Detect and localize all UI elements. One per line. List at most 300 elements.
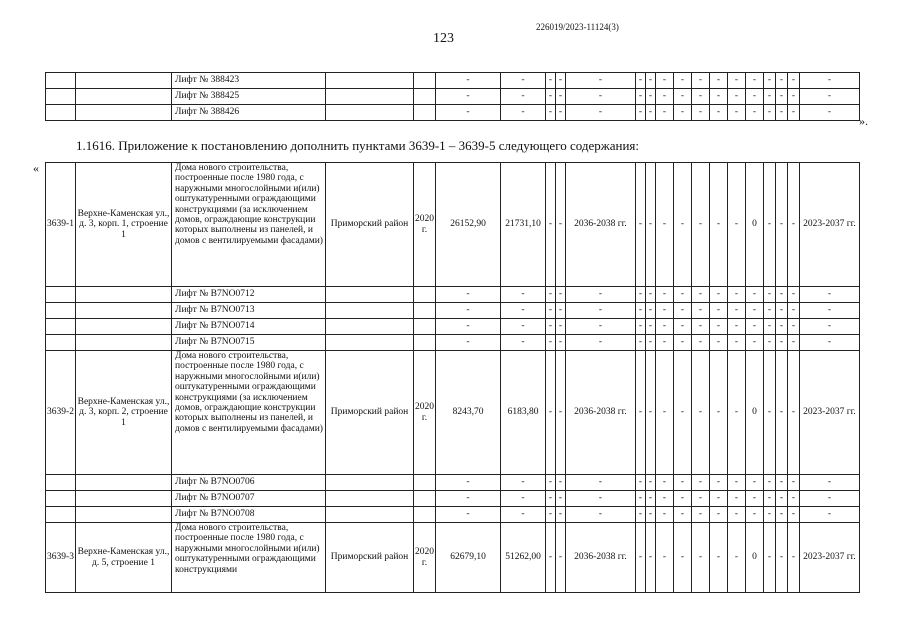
empty-cell: [76, 475, 172, 491]
dash-cell: -: [546, 163, 556, 287]
dash-cell: -: [646, 303, 656, 319]
dash-cell: -: [764, 105, 776, 121]
empty-cell: [414, 507, 436, 523]
empty-cell: [46, 319, 76, 335]
dash-cell: -: [800, 507, 860, 523]
dash-cell: -: [764, 351, 776, 475]
dash-cell: -: [546, 303, 556, 319]
empty-cell: [326, 507, 414, 523]
dash-cell: -: [566, 475, 636, 491]
lift-label: Лифт № В7NО0714: [172, 319, 326, 335]
dash-cell: -: [566, 319, 636, 335]
dash-cell: -: [764, 491, 776, 507]
dash-cell: -: [656, 507, 674, 523]
dash-cell: -: [692, 73, 710, 89]
dash-cell: -: [646, 287, 656, 303]
dash-cell: -: [764, 287, 776, 303]
dash-cell: -: [692, 163, 710, 287]
dash-cell: -: [788, 319, 800, 335]
lift-label: Лифт № 388426: [172, 105, 326, 121]
dash-cell: -: [764, 73, 776, 89]
dash-cell: -: [776, 73, 788, 89]
dash-cell: -: [436, 319, 501, 335]
dash-cell: -: [546, 491, 556, 507]
row-number: 3639-1: [46, 163, 76, 287]
period-cell: 2036-2038 гг.: [566, 163, 636, 287]
dash-cell: -: [674, 73, 692, 89]
dash-cell: -: [800, 475, 860, 491]
dash-cell: -: [636, 163, 646, 287]
description-cell: Дома нового строительства, построенные после 1980 года, с наружными многослойными и(или) оштукатуренными ограждающими конструкциями (за исключением домов, ограждающие конструкции которых выполнены из панелей, и домов с вентилируемыми фасадами): [172, 351, 326, 475]
dash-cell: -: [764, 163, 776, 287]
dash-cell: -: [776, 105, 788, 121]
area-living: 6183,80: [501, 351, 546, 475]
empty-cell: [76, 303, 172, 319]
area-total: 62679,10: [436, 523, 501, 593]
dash-cell: -: [728, 475, 746, 491]
empty-cell: [326, 89, 414, 105]
dash-cell: -: [636, 303, 646, 319]
dash-cell: -: [646, 105, 656, 121]
dash-cell: -: [546, 73, 556, 89]
area-living: 21731,10: [501, 163, 546, 287]
lift-row: [46, 105, 860, 121]
dash-cell: -: [788, 335, 800, 351]
dash-cell: -: [501, 475, 546, 491]
lift-row: [46, 491, 860, 507]
dash-cell: -: [656, 351, 674, 475]
lift-label: Лифт № 388423: [172, 73, 326, 89]
dash-cell: -: [501, 335, 546, 351]
dash-cell: -: [788, 73, 800, 89]
dash-cell: -: [656, 89, 674, 105]
dash-cell: -: [501, 89, 546, 105]
dash-cell: -: [788, 163, 800, 287]
year-cell: 2020 г.: [414, 163, 436, 287]
empty-cell: [326, 287, 414, 303]
empty-cell: [326, 475, 414, 491]
dash-cell: -: [566, 105, 636, 121]
lift-label: Лифт № В7NО0712: [172, 287, 326, 303]
dash-cell: -: [764, 523, 776, 593]
dash-cell: -: [764, 319, 776, 335]
empty-cell: [326, 491, 414, 507]
dash-cell: -: [692, 335, 710, 351]
dash-cell: -: [566, 73, 636, 89]
period-cell: 2023-2037 гг.: [800, 351, 860, 475]
dash-cell: -: [746, 89, 764, 105]
year-cell: 2020 г.: [414, 351, 436, 475]
empty-cell: [414, 319, 436, 335]
dash-cell: -: [710, 507, 728, 523]
dash-cell: -: [546, 351, 556, 475]
dash-cell: -: [692, 491, 710, 507]
dash-cell: -: [556, 523, 566, 593]
continued-lift-table: [45, 72, 860, 121]
dash-cell: -: [728, 491, 746, 507]
empty-cell: [414, 303, 436, 319]
dash-cell: -: [776, 351, 788, 475]
dash-cell: -: [728, 507, 746, 523]
dash-cell: -: [566, 303, 636, 319]
dash-cell: -: [636, 523, 646, 593]
dash-cell: -: [656, 73, 674, 89]
dash-cell: -: [776, 335, 788, 351]
dash-cell: -: [710, 287, 728, 303]
lift-row: [46, 287, 860, 303]
dash-cell: -: [728, 523, 746, 593]
dash-cell: -: [556, 335, 566, 351]
dash-cell: -: [776, 303, 788, 319]
dash-cell: -: [764, 303, 776, 319]
dash-cell: -: [692, 351, 710, 475]
zero-cell: 0: [746, 351, 764, 475]
empty-cell: [46, 89, 76, 105]
description-cell: Дома нового строительства, построенные после 1980 года, с наружными многослойными и(или) оштукатуренными ограждающими конструкциями (за исключением домов, ограждающие конструкции которых выполнены из панелей, и домов с вентилируемыми фасадами): [172, 163, 326, 287]
lift-label: Лифт № 388425: [172, 89, 326, 105]
dash-cell: -: [692, 105, 710, 121]
dash-cell: -: [546, 319, 556, 335]
dash-cell: -: [788, 89, 800, 105]
period-cell: 2023-2037 гг.: [800, 163, 860, 287]
empty-cell: [414, 491, 436, 507]
dash-cell: -: [436, 105, 501, 121]
dash-cell: -: [556, 319, 566, 335]
dash-cell: -: [788, 523, 800, 593]
dash-cell: -: [501, 105, 546, 121]
dash-cell: -: [674, 523, 692, 593]
dash-cell: -: [776, 491, 788, 507]
dash-cell: -: [692, 303, 710, 319]
dash-cell: -: [556, 89, 566, 105]
dash-cell: -: [746, 335, 764, 351]
lift-row: [46, 73, 860, 89]
dash-cell: -: [646, 163, 656, 287]
dash-cell: -: [728, 163, 746, 287]
dash-cell: -: [636, 73, 646, 89]
dash-cell: -: [546, 475, 556, 491]
dash-cell: -: [800, 105, 860, 121]
empty-cell: [76, 319, 172, 335]
dash-cell: -: [674, 351, 692, 475]
dash-cell: -: [776, 475, 788, 491]
dash-cell: -: [501, 507, 546, 523]
building-table: [45, 162, 860, 593]
dash-cell: -: [776, 287, 788, 303]
dash-cell: -: [646, 335, 656, 351]
dash-cell: -: [546, 105, 556, 121]
dash-cell: -: [636, 491, 646, 507]
dash-cell: -: [710, 351, 728, 475]
dash-cell: -: [788, 287, 800, 303]
dash-cell: -: [436, 287, 501, 303]
empty-cell: [76, 89, 172, 105]
area-total: 8243,70: [436, 351, 501, 475]
dash-cell: -: [710, 89, 728, 105]
dash-cell: -: [788, 105, 800, 121]
lift-label: Лифт № В7NО0708: [172, 507, 326, 523]
lift-row: [46, 319, 860, 335]
dash-cell: -: [800, 287, 860, 303]
dash-cell: -: [788, 491, 800, 507]
dash-cell: -: [636, 105, 646, 121]
dash-cell: -: [566, 287, 636, 303]
dash-cell: -: [710, 491, 728, 507]
lift-row: [46, 475, 860, 491]
dash-cell: -: [656, 287, 674, 303]
empty-cell: [46, 335, 76, 351]
dash-cell: -: [436, 507, 501, 523]
area-total: 26152,90: [436, 163, 501, 287]
dash-cell: -: [646, 319, 656, 335]
empty-cell: [414, 105, 436, 121]
dash-cell: -: [776, 89, 788, 105]
dash-cell: -: [710, 335, 728, 351]
dash-cell: -: [674, 319, 692, 335]
empty-cell: [76, 491, 172, 507]
dash-cell: -: [728, 303, 746, 319]
period-cell: 2036-2038 гг.: [566, 523, 636, 593]
dash-cell: -: [710, 73, 728, 89]
dash-cell: -: [710, 523, 728, 593]
dash-cell: -: [556, 507, 566, 523]
dash-cell: -: [692, 523, 710, 593]
district-cell: Приморский район: [326, 163, 414, 287]
address-cell: Верхне-Каменская ул., д. 3, корп. 2, строение 1: [76, 351, 172, 475]
dash-cell: -: [646, 491, 656, 507]
opening-quote: «: [33, 161, 39, 175]
dash-cell: -: [788, 303, 800, 319]
dash-cell: -: [674, 475, 692, 491]
dash-cell: -: [764, 89, 776, 105]
district-cell: Приморский район: [326, 351, 414, 475]
empty-cell: [46, 73, 76, 89]
lift-label: Лифт № В7NО0713: [172, 303, 326, 319]
dash-cell: -: [800, 335, 860, 351]
dash-cell: -: [728, 89, 746, 105]
dash-cell: -: [800, 491, 860, 507]
empty-cell: [46, 303, 76, 319]
dash-cell: -: [746, 507, 764, 523]
dash-cell: -: [436, 303, 501, 319]
dash-cell: -: [710, 163, 728, 287]
dash-cell: -: [556, 491, 566, 507]
building-row: [46, 351, 860, 475]
dash-cell: -: [501, 303, 546, 319]
dash-cell: -: [636, 475, 646, 491]
dash-cell: -: [800, 319, 860, 335]
dash-cell: -: [674, 491, 692, 507]
lift-row: [46, 335, 860, 351]
dash-cell: -: [501, 287, 546, 303]
dash-cell: -: [546, 523, 556, 593]
dash-cell: -: [636, 351, 646, 475]
dash-cell: -: [646, 507, 656, 523]
dash-cell: -: [646, 523, 656, 593]
dash-cell: -: [656, 303, 674, 319]
building-row: [46, 523, 860, 593]
dash-cell: -: [710, 319, 728, 335]
dash-cell: -: [746, 491, 764, 507]
dash-cell: -: [566, 491, 636, 507]
dash-cell: -: [674, 303, 692, 319]
dash-cell: -: [692, 507, 710, 523]
empty-cell: [46, 491, 76, 507]
dash-cell: -: [710, 475, 728, 491]
empty-cell: [414, 287, 436, 303]
empty-cell: [414, 335, 436, 351]
dash-cell: -: [746, 105, 764, 121]
dash-cell: -: [646, 351, 656, 475]
empty-cell: [46, 287, 76, 303]
dash-cell: -: [436, 335, 501, 351]
area-living: 51262,00: [501, 523, 546, 593]
dash-cell: -: [728, 287, 746, 303]
dash-cell: -: [746, 319, 764, 335]
closing-quote: ».: [859, 114, 868, 128]
dash-cell: -: [646, 475, 656, 491]
dash-cell: -: [800, 73, 860, 89]
dash-cell: -: [728, 335, 746, 351]
dash-cell: -: [692, 475, 710, 491]
lift-label: Лифт № В7NО0707: [172, 491, 326, 507]
dash-cell: -: [710, 303, 728, 319]
dash-cell: -: [501, 491, 546, 507]
dash-cell: -: [674, 335, 692, 351]
dash-cell: -: [556, 351, 566, 475]
dash-cell: -: [746, 73, 764, 89]
dash-cell: -: [436, 491, 501, 507]
dash-cell: -: [776, 507, 788, 523]
dash-cell: -: [800, 89, 860, 105]
dash-cell: -: [800, 303, 860, 319]
dash-cell: -: [656, 319, 674, 335]
dash-cell: -: [636, 319, 646, 335]
empty-cell: [326, 335, 414, 351]
dash-cell: -: [728, 73, 746, 89]
dash-cell: -: [692, 287, 710, 303]
dash-cell: -: [776, 523, 788, 593]
lift-label: Лифт № В7NО0706: [172, 475, 326, 491]
empty-cell: [76, 73, 172, 89]
dash-cell: -: [556, 105, 566, 121]
empty-cell: [326, 303, 414, 319]
dash-cell: -: [656, 163, 674, 287]
description-cell: Дома нового строительства, построенные после 1980 года, с наружными многослойными и(или) оштукатуренными ограждающими конструкциями: [172, 523, 326, 593]
dash-cell: -: [710, 105, 728, 121]
period-cell: 2023-2037 гг.: [800, 523, 860, 593]
amendment-paragraph: 1.1616. Приложение к постановлению дополнить пунктами 3639-1 – 3639-5 следующего содержания:: [76, 138, 639, 153]
dash-cell: -: [646, 89, 656, 105]
dash-cell: -: [656, 475, 674, 491]
row-number: 3639-3: [46, 523, 76, 593]
zero-cell: 0: [746, 163, 764, 287]
dash-cell: -: [436, 475, 501, 491]
dash-cell: -: [501, 73, 546, 89]
dash-cell: -: [556, 163, 566, 287]
dash-cell: -: [566, 89, 636, 105]
dash-cell: -: [556, 303, 566, 319]
empty-cell: [414, 73, 436, 89]
dash-cell: -: [788, 507, 800, 523]
dash-cell: -: [746, 475, 764, 491]
district-cell: Приморский район: [326, 523, 414, 593]
empty-cell: [76, 507, 172, 523]
empty-cell: [326, 319, 414, 335]
dash-cell: -: [728, 319, 746, 335]
empty-cell: [414, 475, 436, 491]
address-cell: Верхне-Каменская ул., д. 3, корп. 1, строение 1: [76, 163, 172, 287]
dash-cell: -: [776, 319, 788, 335]
dash-cell: -: [636, 89, 646, 105]
dash-cell: -: [788, 475, 800, 491]
dash-cell: -: [636, 507, 646, 523]
dash-cell: -: [546, 89, 556, 105]
lift-label: Лифт № В7NО0715: [172, 335, 326, 351]
empty-cell: [46, 105, 76, 121]
dash-cell: -: [764, 475, 776, 491]
lift-row: [46, 89, 860, 105]
dash-cell: -: [546, 507, 556, 523]
dash-cell: -: [692, 89, 710, 105]
dash-cell: -: [636, 287, 646, 303]
empty-cell: [46, 475, 76, 491]
dash-cell: -: [746, 303, 764, 319]
dash-cell: -: [501, 319, 546, 335]
dash-cell: -: [728, 105, 746, 121]
dash-cell: -: [674, 105, 692, 121]
building-row: [46, 163, 860, 287]
dash-cell: -: [436, 73, 501, 89]
dash-cell: -: [764, 507, 776, 523]
lift-row: [46, 303, 860, 319]
dash-cell: -: [656, 105, 674, 121]
dash-cell: -: [656, 335, 674, 351]
lift-row: [46, 507, 860, 523]
empty-cell: [76, 287, 172, 303]
dash-cell: -: [776, 163, 788, 287]
dash-cell: -: [656, 491, 674, 507]
dash-cell: -: [788, 351, 800, 475]
empty-cell: [414, 89, 436, 105]
dash-cell: -: [566, 335, 636, 351]
empty-cell: [326, 73, 414, 89]
address-cell: Верхне-Каменская ул., д. 5, строение 1: [76, 523, 172, 593]
row-number: 3639-2: [46, 351, 76, 475]
dash-cell: -: [674, 287, 692, 303]
period-cell: 2036-2038 гг.: [566, 351, 636, 475]
dash-cell: -: [546, 335, 556, 351]
document-reference: 226019/2023-11124(3): [536, 22, 619, 32]
dash-cell: -: [636, 335, 646, 351]
empty-cell: [326, 105, 414, 121]
dash-cell: -: [692, 319, 710, 335]
dash-cell: -: [646, 73, 656, 89]
empty-cell: [76, 335, 172, 351]
empty-cell: [76, 105, 172, 121]
dash-cell: -: [674, 507, 692, 523]
year-cell: 2020 г.: [414, 523, 436, 593]
dash-cell: -: [656, 523, 674, 593]
empty-cell: [46, 507, 76, 523]
dash-cell: -: [728, 351, 746, 475]
dash-cell: -: [546, 287, 556, 303]
dash-cell: -: [674, 163, 692, 287]
dash-cell: -: [556, 73, 566, 89]
dash-cell: -: [566, 507, 636, 523]
dash-cell: -: [556, 475, 566, 491]
dash-cell: -: [674, 89, 692, 105]
